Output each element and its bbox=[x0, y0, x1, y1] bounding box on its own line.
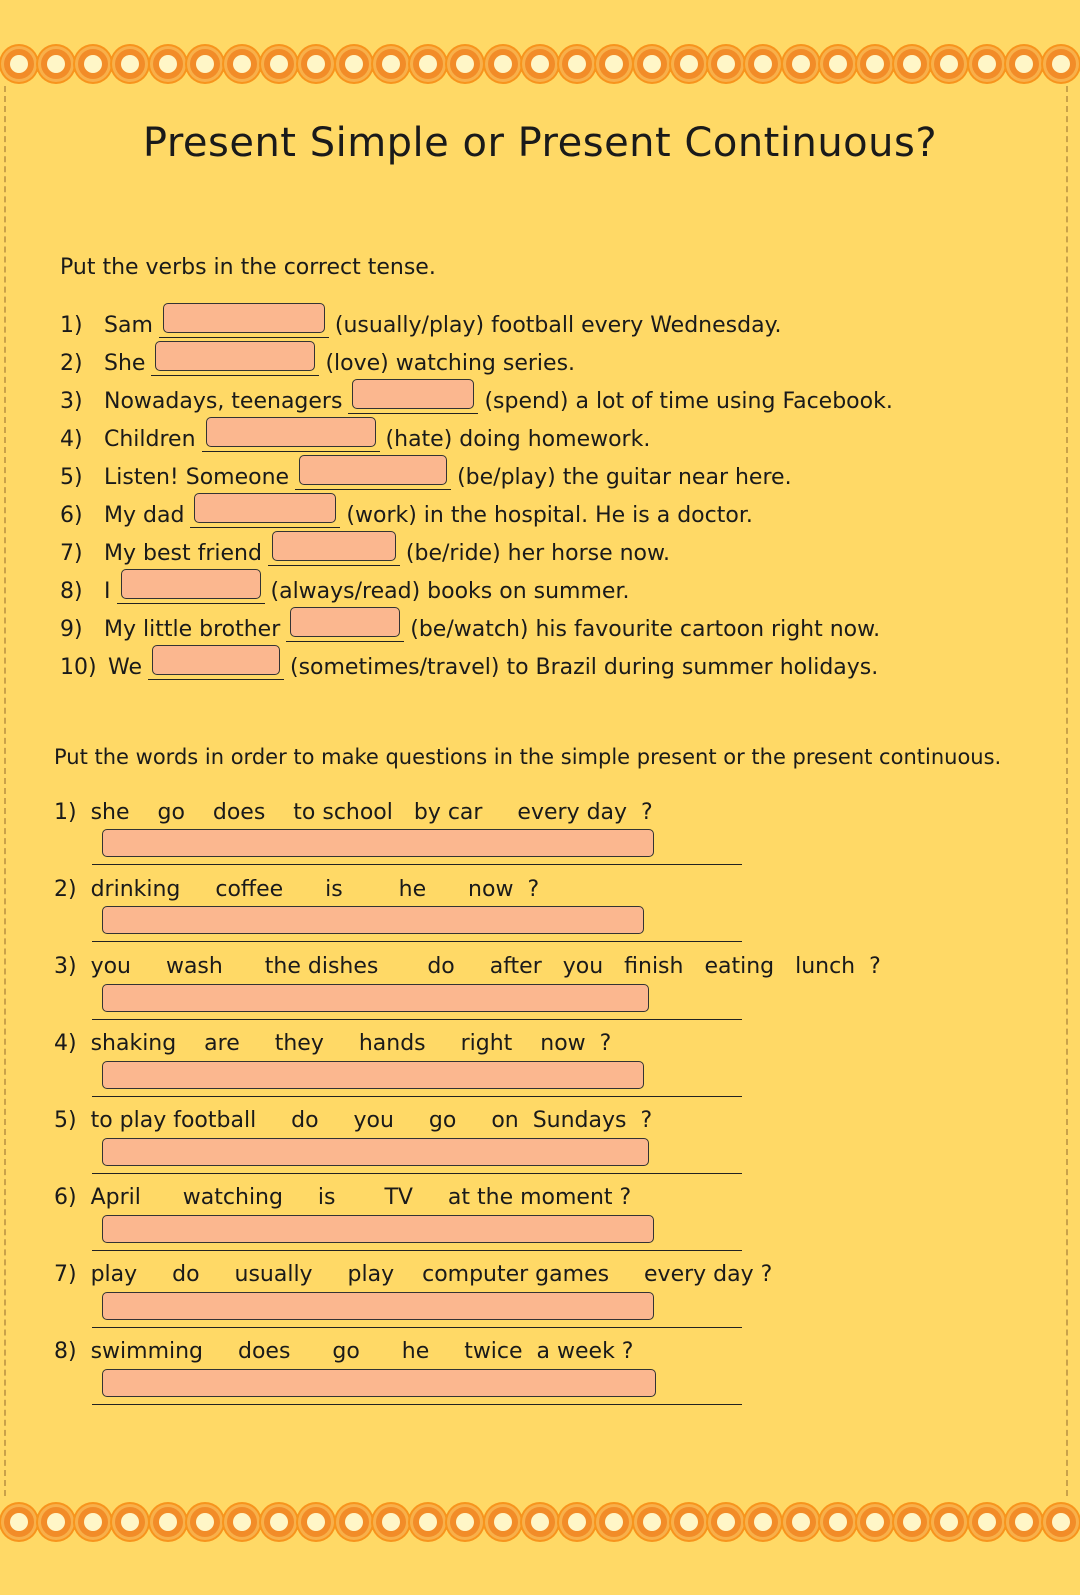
flower-icon bbox=[227, 1507, 257, 1537]
answer-input[interactable] bbox=[206, 417, 376, 447]
item-before: Listen! Someone bbox=[104, 465, 290, 490]
ex1-item-7 bbox=[60, 530, 670, 566]
flower-icon bbox=[637, 49, 667, 79]
flower-icon bbox=[599, 49, 629, 79]
answer-input[interactable] bbox=[102, 1215, 654, 1243]
flower-icon bbox=[488, 49, 518, 79]
flower-icon bbox=[115, 49, 145, 79]
answer-line bbox=[92, 1096, 742, 1097]
flower-icon bbox=[41, 49, 71, 79]
item-before: I bbox=[104, 579, 111, 604]
exercise1-instruction: Put the verbs in the correct tense. bbox=[60, 255, 436, 280]
item-before: Children bbox=[104, 427, 196, 452]
ex2-answer-8 bbox=[92, 1365, 742, 1405]
answer-line bbox=[92, 1250, 742, 1251]
item-after: (love) watching series. bbox=[325, 351, 576, 376]
flower-icon bbox=[562, 49, 592, 79]
flower-icon bbox=[153, 1507, 183, 1537]
answer-blank bbox=[190, 497, 340, 528]
answer-input[interactable] bbox=[290, 607, 400, 637]
item-number: 7) bbox=[60, 541, 83, 566]
answer-input[interactable] bbox=[102, 1138, 649, 1166]
answer-input[interactable] bbox=[102, 1292, 654, 1320]
item-before: Sam bbox=[104, 313, 153, 338]
item-number: 5) bbox=[60, 465, 83, 490]
item-after: (be/play) the guitar near here. bbox=[457, 465, 792, 490]
flower-icon bbox=[972, 49, 1002, 79]
answer-input[interactable] bbox=[102, 1369, 656, 1397]
ex2-question-7: 7) play do usually play computer games every day ? bbox=[54, 1262, 773, 1287]
item-after: (always/read) books on summer. bbox=[270, 579, 630, 604]
flower-icon bbox=[339, 1507, 369, 1537]
answer-blank bbox=[268, 535, 400, 566]
flower-icon bbox=[934, 1507, 964, 1537]
ex2-answer-4 bbox=[92, 1057, 742, 1097]
bottom-flower-border bbox=[0, 1500, 1080, 1544]
flower-icon bbox=[897, 1507, 927, 1537]
ex2-answer-3 bbox=[92, 980, 742, 1020]
ex2-question-3: 3) you wash the dishes do after you finish eating lunch ? bbox=[54, 954, 881, 979]
exercise2-instruction: Put the words in order to make questions in the simple present or the present continuous. bbox=[54, 745, 1002, 769]
answer-input[interactable] bbox=[102, 906, 644, 934]
answer-input[interactable] bbox=[194, 493, 336, 523]
item-after: (hate) doing homework. bbox=[385, 427, 651, 452]
item-number: 9) bbox=[60, 617, 83, 642]
flower-icon bbox=[41, 1507, 71, 1537]
item-after: (be/watch) his favourite cartoon right now. bbox=[410, 617, 881, 642]
item-number: 1) bbox=[60, 313, 83, 338]
flower-icon bbox=[190, 1507, 220, 1537]
item-number: 10) bbox=[60, 655, 97, 680]
flower-icon bbox=[525, 49, 555, 79]
ex1-item-3 bbox=[60, 378, 893, 414]
flower-icon bbox=[748, 1507, 778, 1537]
item-after: (spend) a lot of time using Facebook. bbox=[484, 389, 893, 414]
flower-icon bbox=[413, 1507, 443, 1537]
ex2-answer-7 bbox=[92, 1288, 742, 1328]
flower-icon bbox=[599, 1507, 629, 1537]
ex1-item-8 bbox=[60, 568, 629, 604]
item-after: (work) in the hospital. He is a doctor. bbox=[346, 503, 753, 528]
item-before: My dad bbox=[104, 503, 185, 528]
flower-icon bbox=[786, 1507, 816, 1537]
answer-line bbox=[92, 941, 742, 942]
answer-blank bbox=[202, 421, 380, 452]
page-title: Present Simple or Present Continuous? bbox=[142, 120, 938, 166]
flower-icon bbox=[450, 1507, 480, 1537]
flower-icon bbox=[301, 1507, 331, 1537]
ex2-answer-2 bbox=[92, 902, 742, 942]
flower-icon bbox=[860, 1507, 890, 1537]
item-number: 6) bbox=[60, 503, 83, 528]
ex2-answer-6 bbox=[92, 1211, 742, 1251]
ex1-item-4 bbox=[60, 416, 650, 452]
ex1-item-5 bbox=[60, 454, 792, 490]
answer-line bbox=[92, 864, 742, 865]
answer-input[interactable] bbox=[102, 984, 649, 1012]
answer-input[interactable] bbox=[155, 341, 315, 371]
flower-icon bbox=[525, 1507, 555, 1537]
ex1-item-10 bbox=[60, 644, 878, 680]
ex2-question-2: 2) drinking coffee is he now ? bbox=[54, 877, 540, 902]
ex1-item-9 bbox=[60, 606, 880, 642]
flower-icon bbox=[301, 49, 331, 79]
flower-icon bbox=[450, 49, 480, 79]
flower-icon bbox=[1046, 1507, 1076, 1537]
flower-icon bbox=[376, 1507, 406, 1537]
flower-icon bbox=[674, 1507, 704, 1537]
item-before: My little brother bbox=[104, 617, 281, 642]
flower-icon bbox=[1046, 49, 1076, 79]
flower-icon bbox=[4, 1507, 34, 1537]
flower-icon bbox=[264, 49, 294, 79]
item-before: Nowadays, teenagers bbox=[104, 389, 343, 414]
flower-icon bbox=[823, 1507, 853, 1537]
flower-icon bbox=[562, 1507, 592, 1537]
flower-icon bbox=[972, 1507, 1002, 1537]
item-number: 2) bbox=[60, 351, 83, 376]
ex2-question-8: 8) swimming does go he twice a week ? bbox=[54, 1339, 634, 1364]
answer-input[interactable] bbox=[152, 645, 280, 675]
flower-icon bbox=[488, 1507, 518, 1537]
flower-icon bbox=[1009, 1507, 1039, 1537]
answer-blank bbox=[117, 573, 265, 604]
answer-line bbox=[92, 1404, 742, 1405]
flower-icon bbox=[823, 49, 853, 79]
answer-blank bbox=[295, 459, 451, 490]
answer-line bbox=[92, 1019, 742, 1020]
flower-icon bbox=[4, 49, 34, 79]
item-before: She bbox=[104, 351, 146, 376]
answer-blank bbox=[151, 345, 319, 376]
flower-icon bbox=[637, 1507, 667, 1537]
flower-icon bbox=[78, 1507, 108, 1537]
flower-icon bbox=[413, 49, 443, 79]
item-after: (sometimes/travel) to Brazil during summer holidays. bbox=[290, 655, 879, 680]
ex2-question-6: 6) April watching is TV at the moment ? bbox=[54, 1185, 632, 1210]
flower-icon bbox=[153, 49, 183, 79]
flower-icon bbox=[376, 49, 406, 79]
answer-blank bbox=[148, 649, 284, 680]
answer-input[interactable] bbox=[352, 379, 474, 409]
flower-icon bbox=[711, 1507, 741, 1537]
flower-icon bbox=[264, 1507, 294, 1537]
ex1-item-6 bbox=[60, 492, 753, 528]
item-number: 8) bbox=[60, 579, 83, 604]
flower-icon bbox=[227, 49, 257, 79]
flower-icon bbox=[934, 49, 964, 79]
ex2-question-1: 1) she go does to school by car every day ? bbox=[54, 800, 653, 825]
ex2-answer-5 bbox=[92, 1134, 742, 1174]
flower-icon bbox=[115, 1507, 145, 1537]
ex2-question-4: 4) shaking are they hands right now ? bbox=[54, 1031, 612, 1056]
flower-icon bbox=[786, 49, 816, 79]
top-flower-border bbox=[0, 42, 1080, 86]
right-border bbox=[1066, 86, 1076, 1496]
flower-icon bbox=[339, 49, 369, 79]
answer-input[interactable] bbox=[272, 531, 396, 561]
answer-input[interactable] bbox=[121, 569, 261, 599]
flower-icon bbox=[190, 49, 220, 79]
flower-icon bbox=[860, 49, 890, 79]
answer-line bbox=[92, 1327, 742, 1328]
item-after: (be/ride) her horse now. bbox=[405, 541, 670, 566]
flower-icon bbox=[711, 49, 741, 79]
left-border bbox=[4, 86, 14, 1496]
item-number: 4) bbox=[60, 427, 83, 452]
flower-icon bbox=[1009, 49, 1039, 79]
ex2-question-5: 5) to play football do you go on Sundays ? bbox=[54, 1108, 653, 1133]
flower-icon bbox=[674, 49, 704, 79]
ex1-item-2 bbox=[60, 340, 575, 376]
answer-blank bbox=[348, 383, 478, 414]
answer-blank bbox=[159, 307, 329, 338]
item-before: My best friend bbox=[104, 541, 262, 566]
item-after: (usually/play) football every Wednesday. bbox=[334, 313, 782, 338]
answer-input[interactable] bbox=[102, 829, 654, 857]
item-number: 3) bbox=[60, 389, 83, 414]
answer-blank bbox=[286, 611, 404, 642]
flower-icon bbox=[897, 49, 927, 79]
answer-line bbox=[92, 1173, 742, 1174]
answer-input[interactable] bbox=[163, 303, 325, 333]
flower-icon bbox=[748, 49, 778, 79]
item-before: We bbox=[108, 655, 142, 680]
answer-input[interactable] bbox=[299, 455, 447, 485]
flower-icon bbox=[78, 49, 108, 79]
ex2-answer-1 bbox=[92, 825, 742, 865]
ex1-item-1 bbox=[60, 302, 781, 338]
answer-input[interactable] bbox=[102, 1061, 644, 1089]
